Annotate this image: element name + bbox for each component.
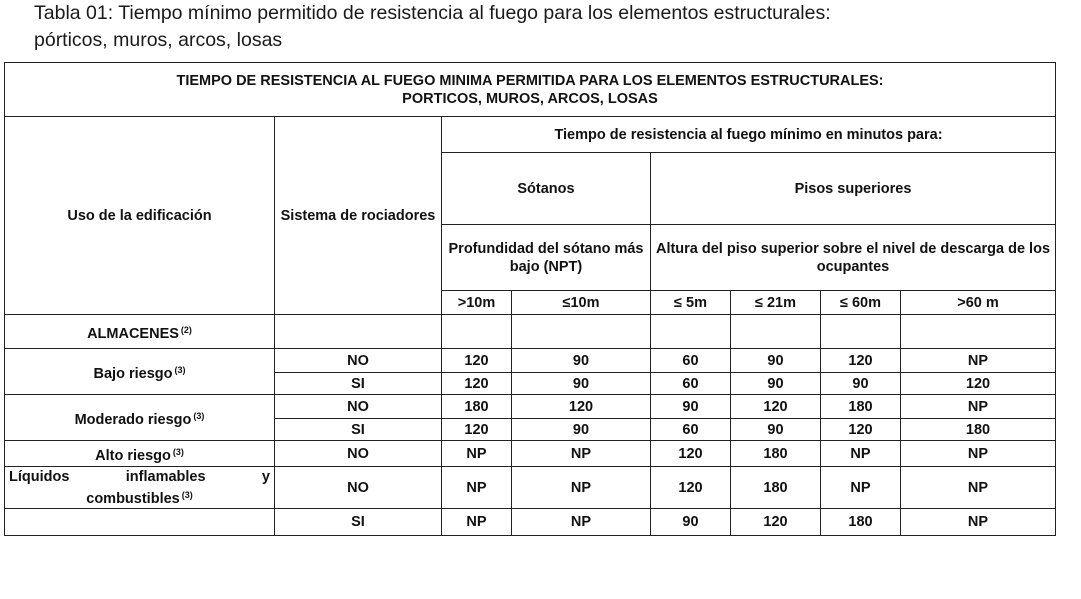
- use-label-word: y: [261, 468, 270, 485]
- sprinkler-cell: NO: [275, 441, 442, 467]
- header-upper-desc: Altura del piso superior sobre el nivel de descarga de los ocupantes: [651, 225, 1056, 291]
- value-cell: 120: [821, 349, 901, 373]
- value-cell: 60: [651, 349, 731, 373]
- value-cell: 90: [731, 373, 821, 395]
- value-cell: 120: [821, 419, 901, 441]
- value-cell: NP: [442, 509, 512, 536]
- subheader-cell: ≤10m: [512, 291, 651, 315]
- use-label-line-1: [9, 468, 270, 486]
- value-cell: 90: [512, 373, 651, 395]
- subheader-cell: ≤ 60m: [821, 291, 901, 315]
- use-label: Alto riesgo: [95, 447, 171, 464]
- value-cell: 120: [442, 419, 512, 441]
- header-sprinkler: Sistema de rociadores: [275, 117, 442, 315]
- table-cell: [821, 315, 901, 349]
- value-cell: 180: [442, 395, 512, 419]
- subheader-cell: ≤ 21m: [731, 291, 821, 315]
- header-upper-floors: Pisos superiores: [651, 153, 1056, 225]
- use-label: combustibles: [86, 490, 180, 507]
- value-cell: NP: [512, 467, 651, 509]
- value-cell: 90: [731, 419, 821, 441]
- table-title-line-1: TIEMPO DE RESISTENCIA AL FUEGO MINIMA PERMITIDA PARA LOS ELEMENTOS ESTRUCTURALES:: [176, 72, 884, 89]
- subheader-cell: >10m: [442, 291, 512, 315]
- sprinkler-cell: NO: [275, 395, 442, 419]
- use-footnote: (3): [174, 364, 186, 375]
- value-cell: NP: [901, 395, 1056, 419]
- use-cell: [5, 441, 275, 467]
- value-cell: 120: [731, 395, 821, 419]
- value-cell: 120: [651, 467, 731, 509]
- table-cell: [731, 315, 821, 349]
- table-cell: [442, 315, 512, 349]
- use-footnote: (3): [181, 489, 193, 500]
- table-title-line-2: PORTICOS, MUROS, ARCOS, LOSAS: [402, 90, 658, 107]
- sprinkler-cell: SI: [275, 509, 442, 536]
- section-row: [5, 315, 1056, 349]
- use-label-word: Líquidos: [9, 468, 70, 485]
- value-cell: 90: [651, 395, 731, 419]
- value-cell: NP: [821, 441, 901, 467]
- table-cell: [901, 315, 1056, 349]
- section-label: [5, 315, 275, 349]
- table-row: [5, 441, 1056, 467]
- use-footnote: (3): [172, 446, 184, 457]
- value-cell: 120: [512, 395, 651, 419]
- value-cell: NP: [901, 509, 1056, 536]
- fire-resistance-table: [4, 62, 1056, 536]
- header-group: Tiempo de resistencia al fuego mínimo en minutos para:: [442, 117, 1056, 153]
- header-basements: Sótanos: [442, 153, 651, 225]
- value-cell: 180: [821, 509, 901, 536]
- use-cell: [5, 395, 275, 441]
- value-cell: NP: [512, 441, 651, 467]
- sprinkler-cell: NO: [275, 349, 442, 373]
- use-cell: [5, 509, 275, 536]
- table-row: [5, 509, 1056, 536]
- value-cell: 180: [821, 395, 901, 419]
- value-cell: 120: [651, 441, 731, 467]
- table-row: [5, 349, 1056, 373]
- caption-line-2: pórticos, muros, arcos, losas: [34, 29, 283, 51]
- subheader-cell: ≤ 5m: [651, 291, 731, 315]
- value-cell: NP: [821, 467, 901, 509]
- value-cell: NP: [901, 467, 1056, 509]
- value-cell: 120: [442, 349, 512, 373]
- value-cell: 180: [731, 467, 821, 509]
- table-title: [5, 63, 1056, 117]
- value-cell: 180: [731, 441, 821, 467]
- section-label-text: ALMACENES: [87, 325, 179, 342]
- value-cell: 120: [901, 373, 1056, 395]
- value-cell: 60: [651, 419, 731, 441]
- use-label: Moderado riesgo: [74, 411, 192, 428]
- sprinkler-cell: SI: [275, 419, 442, 441]
- value-cell: NP: [512, 509, 651, 536]
- value-cell: 120: [442, 373, 512, 395]
- table-caption: [34, 0, 1074, 54]
- header-row-1: [5, 117, 1056, 153]
- header-use: Uso de la edificación: [5, 117, 275, 315]
- use-cell: [5, 467, 275, 509]
- value-cell: 90: [512, 419, 651, 441]
- table-cell: [275, 315, 442, 349]
- value-cell: NP: [901, 441, 1056, 467]
- use-footnote: (3): [193, 410, 205, 421]
- value-cell: 180: [901, 419, 1056, 441]
- sprinkler-cell: NO: [275, 467, 442, 509]
- table-row: [5, 467, 1056, 509]
- use-label-word: inflamables: [125, 468, 206, 485]
- value-cell: 60: [651, 373, 731, 395]
- title-row: [5, 63, 1056, 117]
- table-row: [5, 395, 1056, 419]
- header-basement-desc: Profundidad del sótano más bajo (NPT): [442, 225, 651, 291]
- use-cell: [5, 349, 275, 395]
- sprinkler-cell: SI: [275, 373, 442, 395]
- use-label-line-2: [9, 486, 270, 508]
- value-cell: NP: [442, 467, 512, 509]
- subheader-cell: >60 m: [901, 291, 1056, 315]
- value-cell: 90: [731, 349, 821, 373]
- value-cell: 90: [512, 349, 651, 373]
- value-cell: NP: [901, 349, 1056, 373]
- table-cell: [651, 315, 731, 349]
- value-cell: 120: [731, 509, 821, 536]
- value-cell: 90: [651, 509, 731, 536]
- value-cell: 90: [821, 373, 901, 395]
- section-footnote: (2): [180, 324, 192, 335]
- caption-line-1: Tabla 01: Tiempo mínimo permitido de resistencia al fuego para los elementos estructurales:: [34, 2, 831, 24]
- use-label: Bajo riesgo: [93, 365, 173, 382]
- table-cell: [512, 315, 651, 349]
- value-cell: NP: [442, 441, 512, 467]
